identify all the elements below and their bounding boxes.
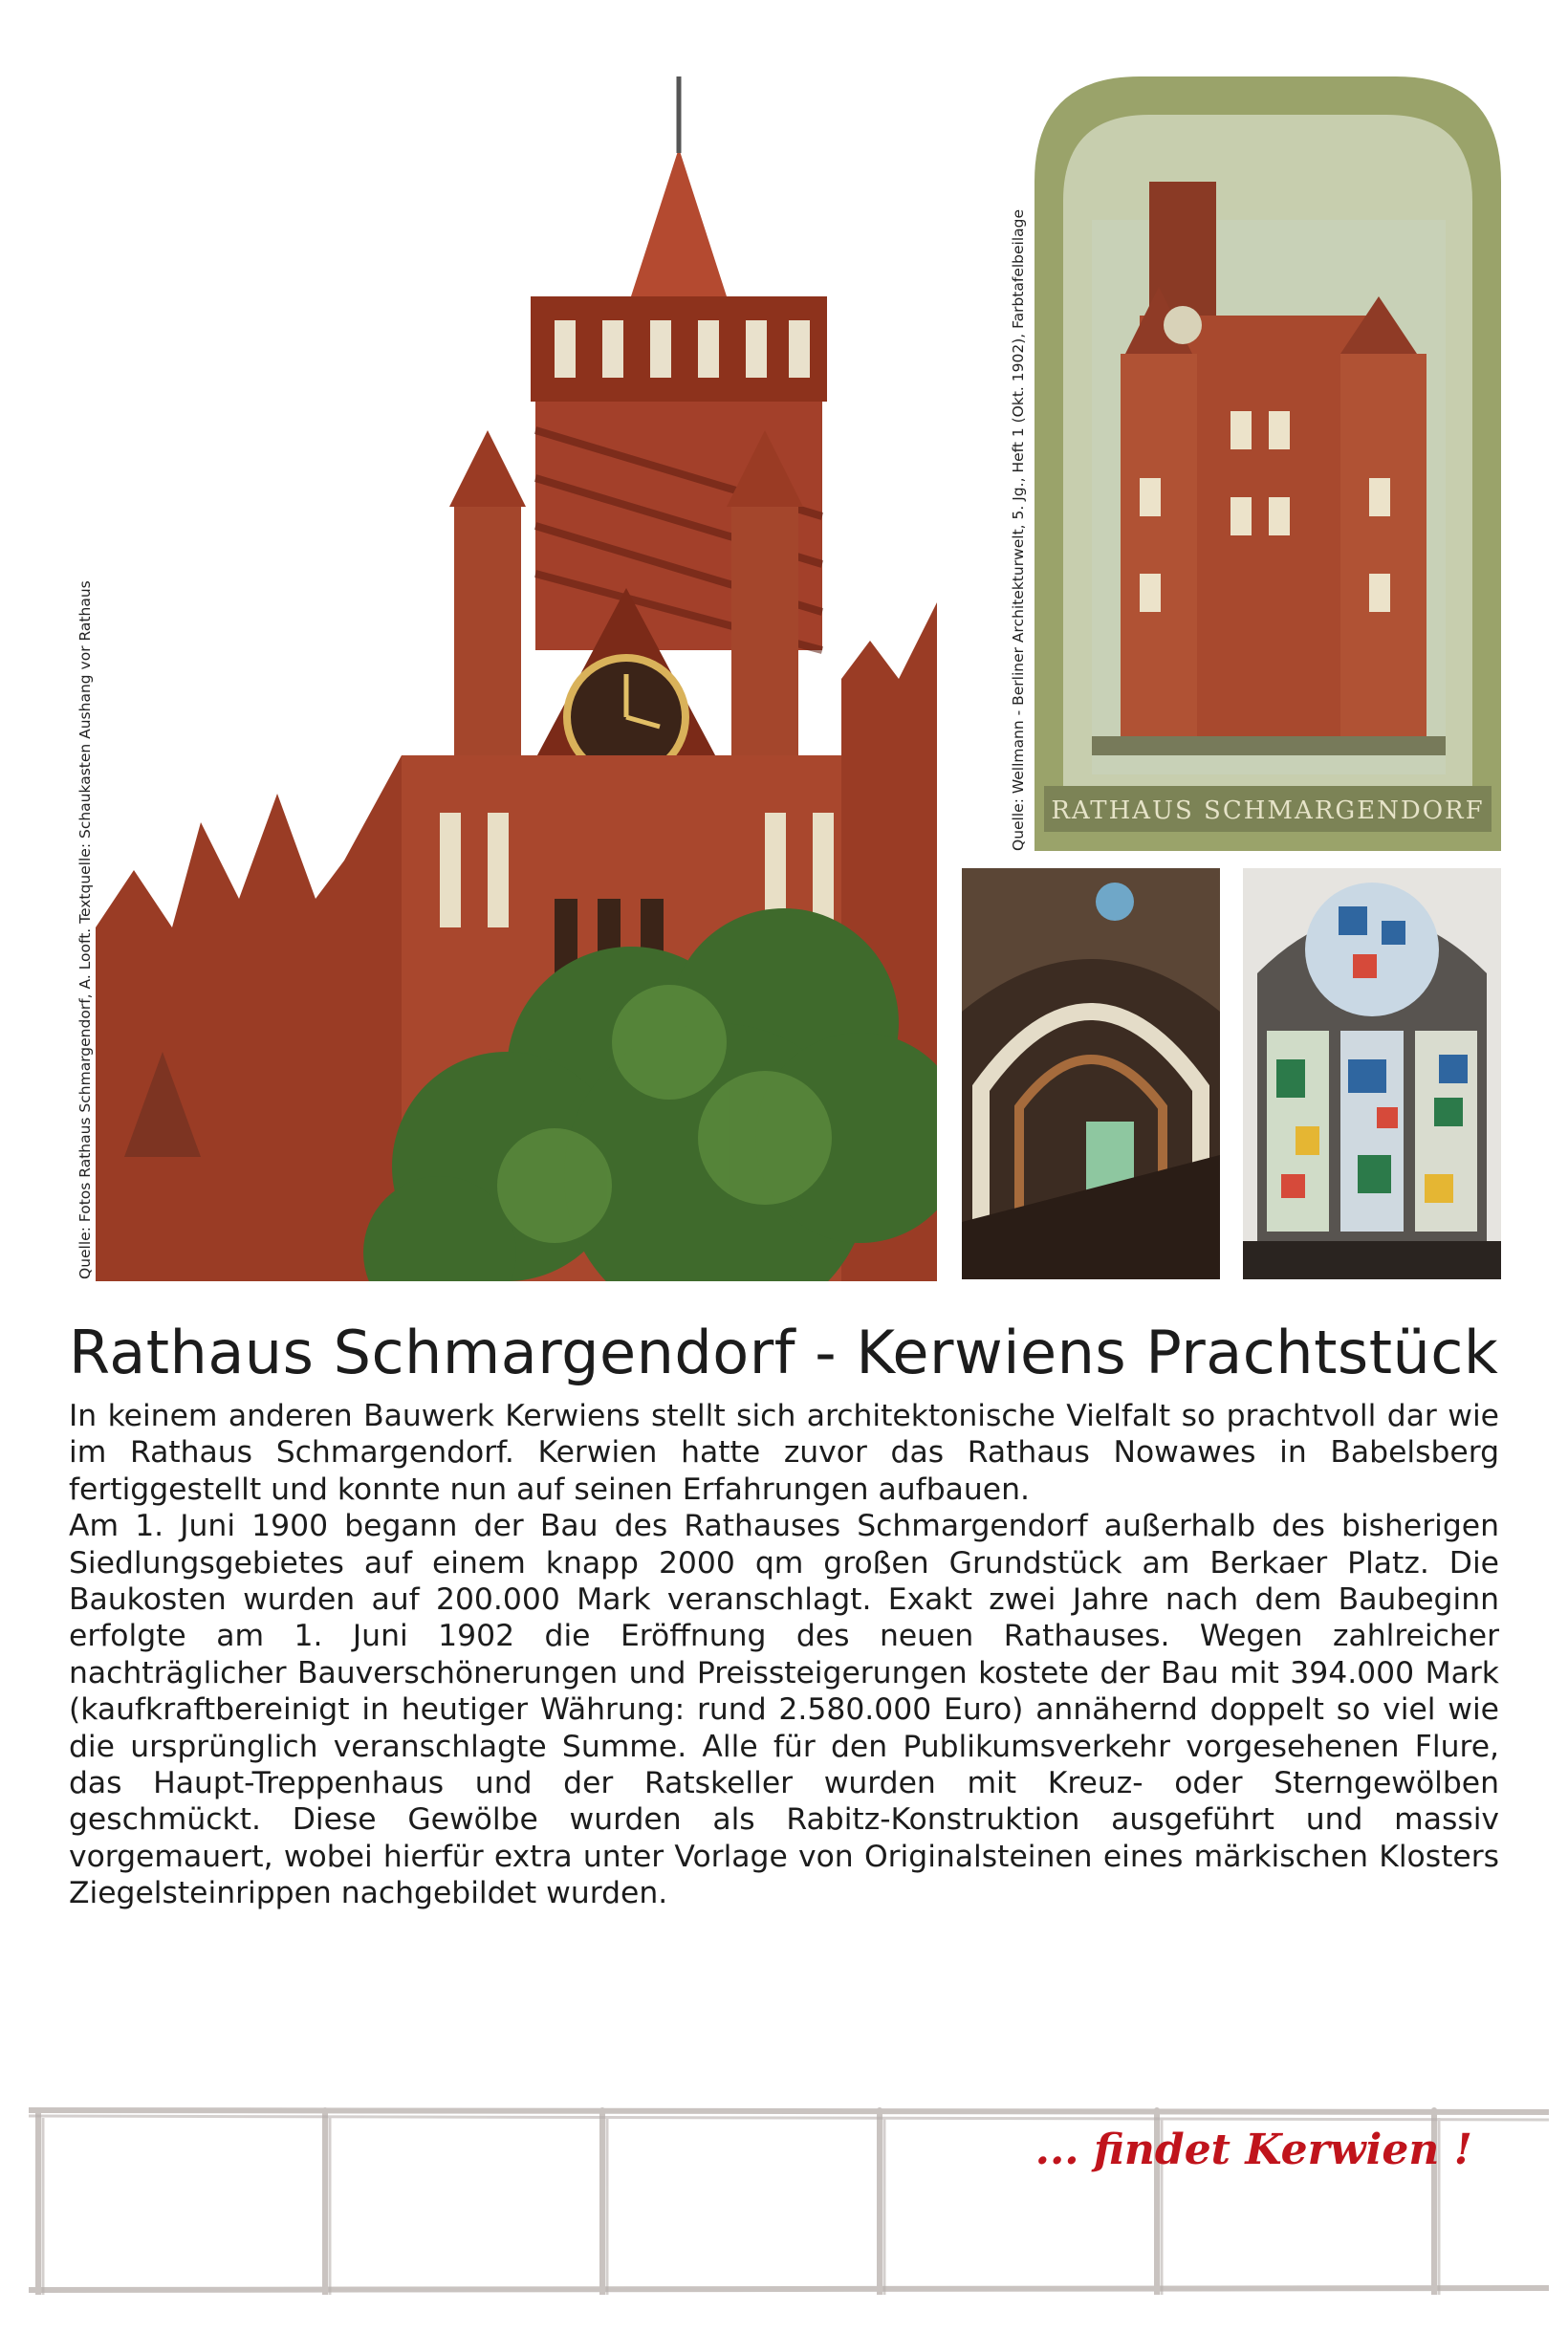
article-paragraph-2: Am 1. Juni 1900 begann der Bau des Rathauses Schmargendorf außerhalb des bisherigen Siedlungsgebietes auf einem knapp 2000 qm großen Grundstück am Berkaer Platz. Die Baukosten wurden auf 200.000 Mark veranschlagt. Exakt zwei Jahre nach dem Baubeginn erfolgte am 1. Juni 1902 die Eröffnung des neuen Rathauses. Wegen zahlreicher nachträglicher Bauverschönerungen und Preissteigerungen kostete der Bau mit 394.000 Mark (kaufkraftbereinigt in heutiger Währung: rund 2.580.000 Euro) annähernd doppelt so viel wie die ursprünglich veranschlagte Summe. Alle für den Publikumsverkehr vorgesehenen Flure, das Haupt-Treppenhaus und der Ratskeller wurden mit Kreuz- oder Sterngewölben geschmückt. Diese Gewölbe wurden als Rabitz-Konstruktion ausgeführt und massiv vorgemauert, wobei hierfür extra unter Vorlage von Originalsteinen eines märkischen Klosters Ziegelsteinrippen nachgebildet wurden. bbox=[69, 1509, 1499, 1911]
article-title: Rathaus Schmargendorf - Kerwiens Prachtstück bbox=[69, 1318, 1499, 1387]
article-paragraph-1: In keinem anderen Bauwerk Kerwiens stellt sich architektonische Vielfalt so prachtvoll dar wie im Rathaus Schmargendorf. Kerwien hatte zuvor das Rathaus Nowawes in Babelsberg fertiggestellt und konnte nun auf seinen Erfahrungen aufbauen. bbox=[69, 1399, 1499, 1507]
photo-source-caption-left: Quelle: Fotos Rathaus Schmargendorf, A. Looft. Textquelle: Schaukasten Aushang vor Rathaus bbox=[76, 580, 94, 1279]
signature-findet-kerwien: ... findet Kerwien ! bbox=[1034, 2126, 1472, 2174]
postcard-source-caption: Quelle: Wellmann - Berliner Architekturwelt, 5. Jg., Heft 1 (Okt. 1902), Farbtafelbeilage bbox=[1010, 208, 1027, 851]
article-body bbox=[69, 1398, 1499, 1912]
tower-photo bbox=[96, 67, 937, 1281]
staircase-photo bbox=[962, 868, 1220, 1279]
historic-postcard-image bbox=[1034, 67, 1501, 851]
stained-glass-window-photo bbox=[1243, 868, 1501, 1279]
postcard-banner-text: RATHAUS SCHMARGENDORF bbox=[1051, 796, 1485, 825]
